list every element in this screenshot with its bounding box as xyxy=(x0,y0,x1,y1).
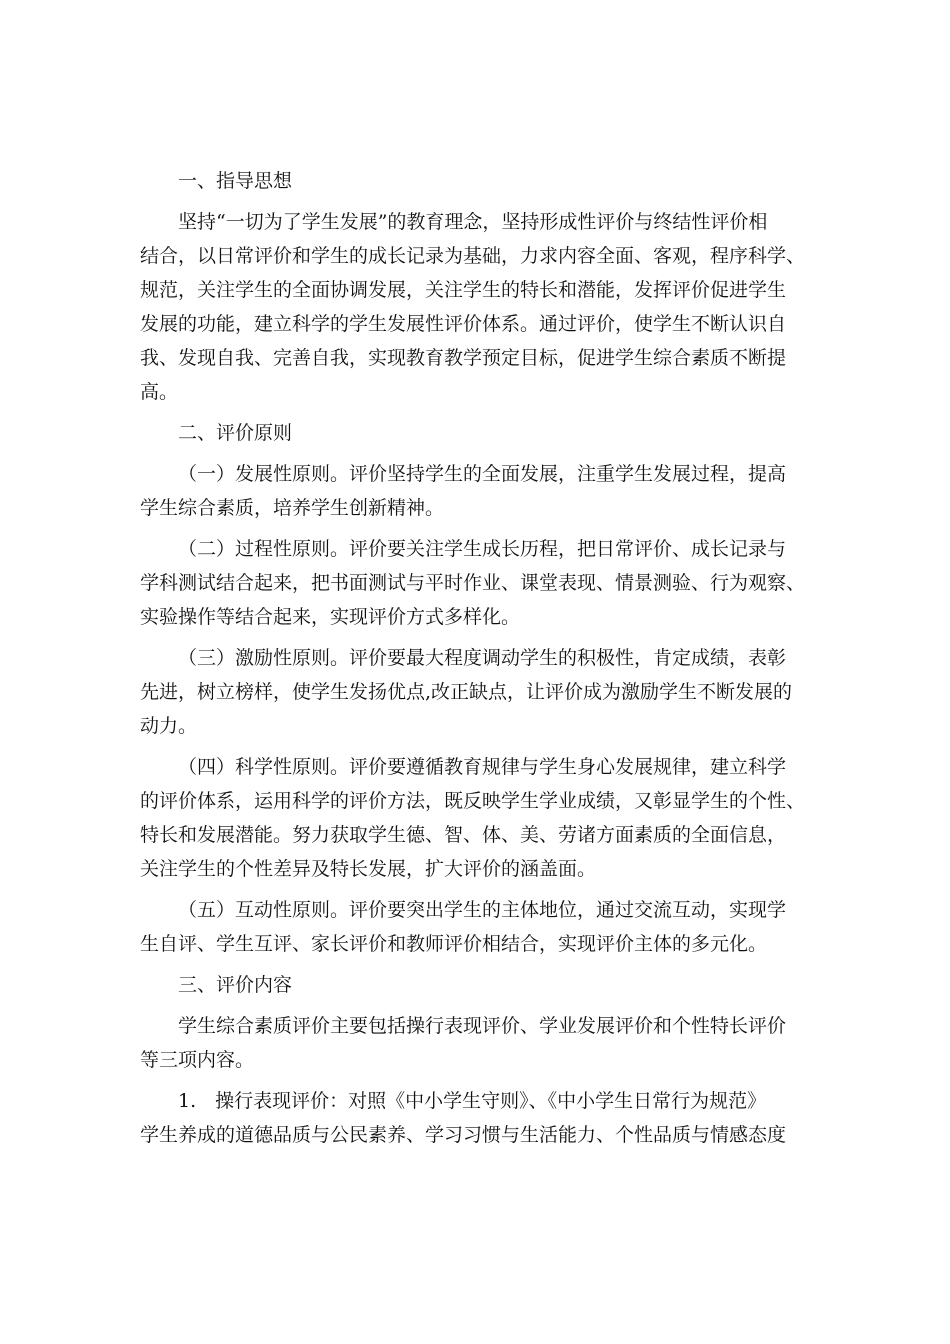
text-line: （四）科学性原则。评价要遵循教育规律与学生身心发展规律，建立科学 xyxy=(178,756,787,778)
text-line: 实验操作等结合起来，实现评价方式多样化。 xyxy=(140,606,521,628)
text-line: 特长和发展潜能。努力获取学生德、智、体、美、劳诸方面素质的全面信息， xyxy=(140,824,787,846)
text-line: （三）激励性原则。评价要最大程度调动学生的积极性，肯定成绩，表彰 xyxy=(178,647,787,669)
section-heading-guiding-thought: 一、指导思想 xyxy=(178,170,293,192)
text-line: （一）发展性原则。评价坚持学生的全面发展，注重学生发展过程，提高 xyxy=(178,463,787,485)
paragraph-item-conduct xyxy=(140,1084,830,1152)
text-line: 先进，树立榜样，使学生发扬优点,改正缺点，让评价成为激励学生不断发展的 xyxy=(140,681,793,703)
paragraph-principle-development xyxy=(140,457,830,525)
text-line: 结合，以日常评价和学生的成长记录为基础，力求内容全面、客观，程序科学、 xyxy=(140,245,806,267)
text-line: 坚持“一切为了学生发展”的教育理念，坚持形成性评价与终结性评价相 xyxy=(178,211,768,233)
paragraph-principle-scientific xyxy=(140,750,830,886)
paragraph-principle-interactive xyxy=(140,893,830,961)
paragraph-principle-incentive xyxy=(140,641,830,743)
text-line: 我、发现自我、完善自我，实现教育教学预定目标，促进学生综合素质不断提 xyxy=(140,347,787,369)
text-line: 1. 操行表现评价：对照《中小学生守则》、《中小学生日常行为规范》 xyxy=(178,1090,767,1112)
text-line: 等三项内容。 xyxy=(140,1049,255,1071)
text-line: 规范，关注学生的全面协调发展，关注学生的特长和潜能，发挥评价促进学生 xyxy=(140,279,787,301)
text-line: （二）过程性原则。评价要关注学生成长历程，把日常评价、成长记录与 xyxy=(178,538,787,560)
text-line: 学生养成的道德品质与公民素养、学习习惯与生活能力、个性品质与情感态度 xyxy=(140,1124,787,1146)
document-body xyxy=(140,164,830,1159)
paragraph-guiding-thought xyxy=(140,205,830,409)
text-line: 动力。 xyxy=(140,715,198,737)
text-line: （五）互动性原则。评价要突出学生的主体地位，通过交流互动，实现学 xyxy=(178,899,787,921)
text-line: 学生综合素质，培养学生创新精神。 xyxy=(140,497,445,519)
text-line: 发展的功能，建立科学的学生发展性评价体系。通过评价，使学生不断认识自 xyxy=(140,313,787,335)
text-line: 高。 xyxy=(140,381,179,403)
text-line: 的评价体系，运用科学的评价方法，既反映学生学业成绩，又彰显学生的个性、 xyxy=(140,790,806,812)
paragraph-content-intro xyxy=(140,1009,830,1077)
text-line: 生自评、学生互评、家长评价和教师评价相结合，实现评价主体的多元化。 xyxy=(140,933,768,955)
section-heading-principles: 二、评价原则 xyxy=(178,422,293,444)
section-heading-content: 三、评价内容 xyxy=(178,974,293,996)
paragraph-principle-process xyxy=(140,532,830,634)
text-line: 学生综合素质评价主要包括操行表现评价、学业发展评价和个性特长评价 xyxy=(178,1015,787,1037)
text-line: 学科测试结合起来，把书面测试与平时作业、课堂表现、情景测验、行为观察、 xyxy=(140,572,806,594)
text-line: 关注学生的个性差异及特长发展，扩大评价的涵盖面。 xyxy=(140,858,597,880)
